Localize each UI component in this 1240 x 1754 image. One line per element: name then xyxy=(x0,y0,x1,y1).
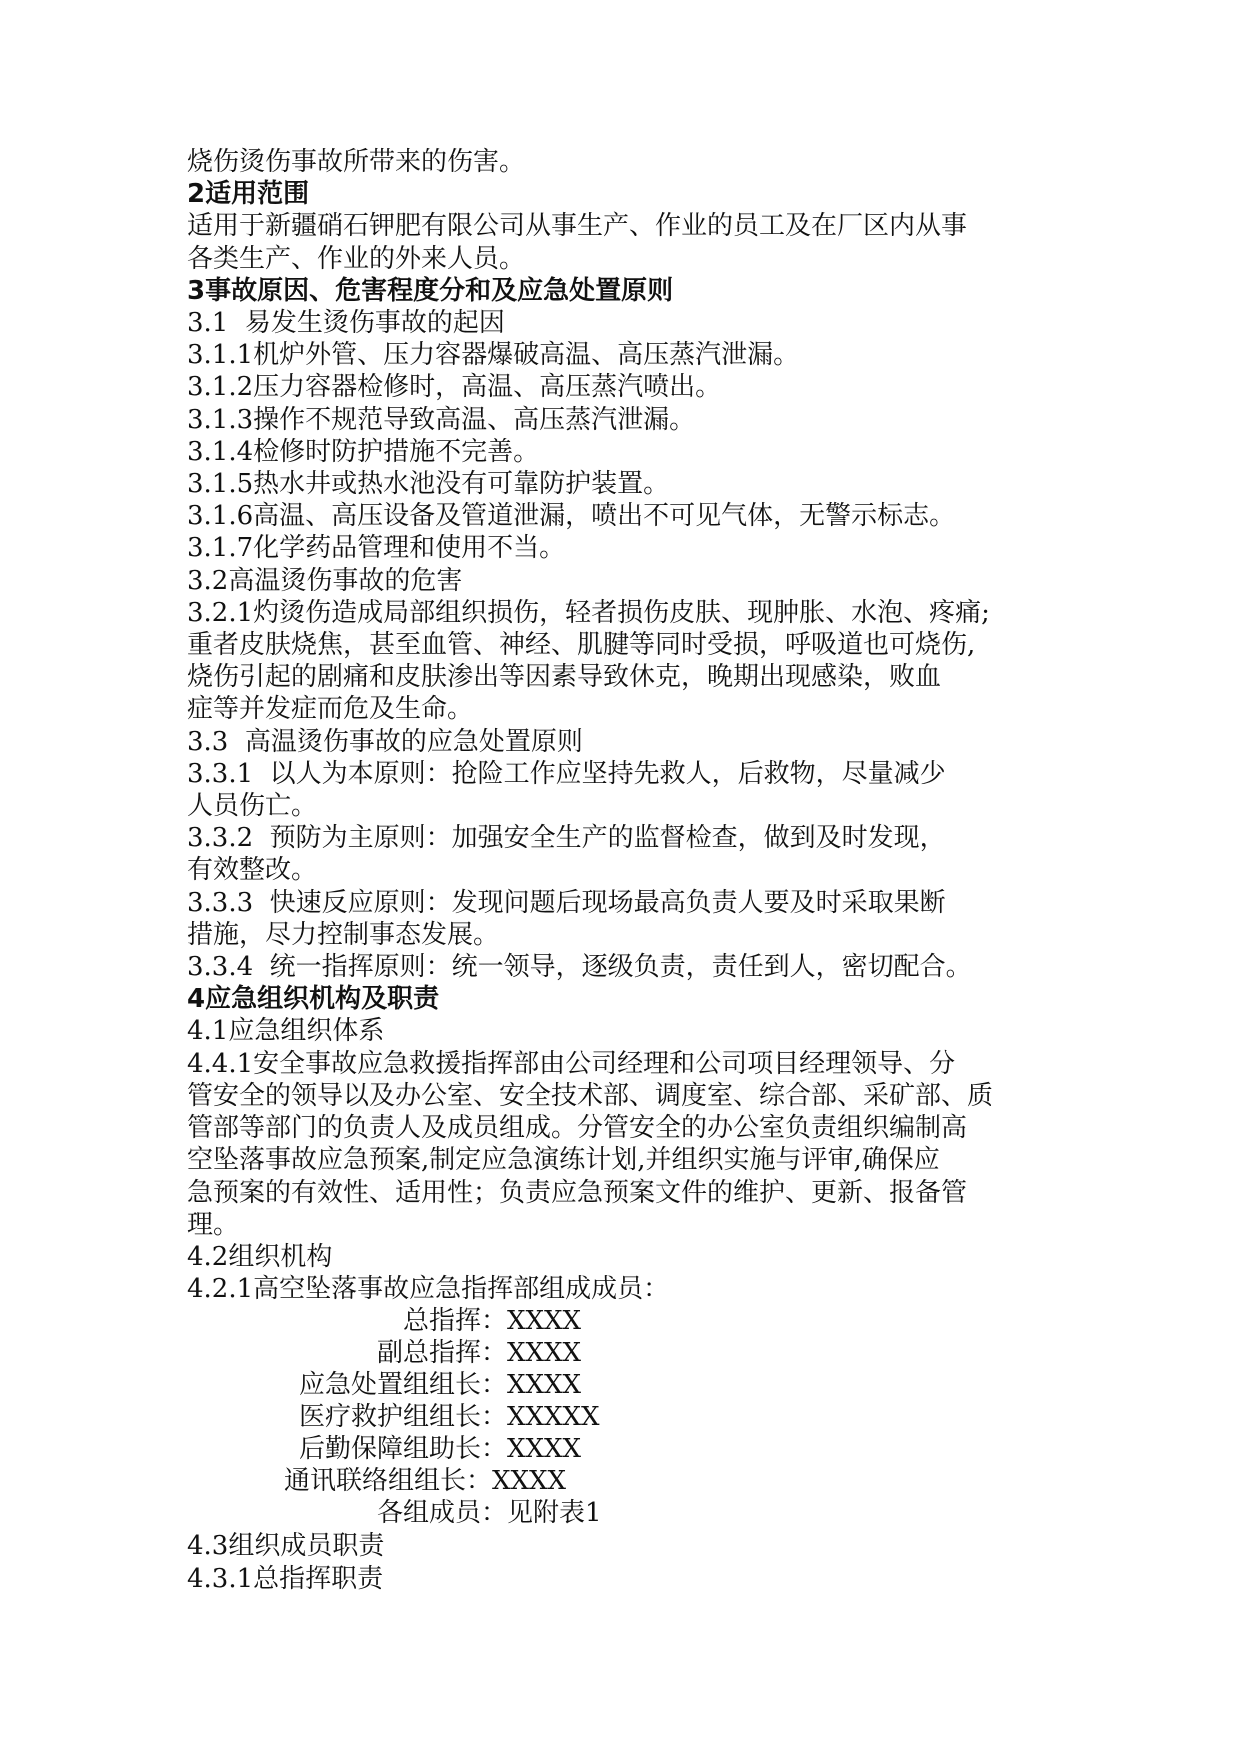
roster-role: 副总指挥： xyxy=(376,1338,507,1369)
text-line: 管部等部门的负责人及成员组成。分管安全的办公室负责组织编制高 xyxy=(187,1113,968,1144)
text-line: 4.3.1总指挥职责 xyxy=(187,1563,384,1594)
text-line: 3.3.3 快速反应原则：发现问题后现场最高负责人要及时采取果断 xyxy=(187,887,946,918)
roster-role: 通讯联络组组长： xyxy=(283,1466,492,1497)
text-line: 4.4.1安全事故应急救援指挥部由公司经理和公司项目经理领导、分 xyxy=(187,1048,956,1079)
text-line: 空坠落事故应急预案,制定应急演练计划,并组织实施与评审,确保应 xyxy=(187,1145,940,1176)
roster-row xyxy=(187,1305,1067,1337)
text-line: 4.1应急组织体系 xyxy=(187,1016,385,1047)
text-line: 4.3组织成员职责 xyxy=(187,1531,385,1562)
text-line: 急预案的有效性、适用性；负责应急预案文件的维护、更新、报备管 xyxy=(187,1177,968,1208)
text-line: 人员伤亡。 xyxy=(187,791,318,822)
text-line: 3.1.3操作不规范导致高温、高压蒸汽泄漏。 xyxy=(187,404,696,435)
text-line: 3.3 高温烫伤事故的应急处置原则 xyxy=(187,726,583,757)
text-line: 4.2组织机构 xyxy=(187,1241,333,1272)
section-heading: 2适用范围 xyxy=(187,179,310,210)
roster-row xyxy=(187,1337,1067,1369)
text-line: 3.2.1灼烫伤造成局部组织损伤，轻者损伤皮肤、现肿胀、水泡、疼痛; xyxy=(187,597,990,628)
text-line: 3.3.2 预防为主原则：加强安全生产的监督检查，做到及时发现， xyxy=(187,823,946,854)
document-body xyxy=(187,146,1067,1595)
roster-name: XXXX xyxy=(492,1466,567,1497)
roster-role: 总指挥： xyxy=(402,1306,507,1337)
roster-row xyxy=(187,1497,1067,1529)
text-line: 3.1 易发生烫伤事故的起因 xyxy=(187,308,505,339)
roster-role: 医疗救护组组长： xyxy=(298,1402,507,1433)
roster-name: XXXX xyxy=(507,1306,582,1337)
text-line: 适用于新疆硝石钾肥有限公司从事生产、作业的员工及在厂区内从事 xyxy=(187,211,968,242)
text-line: 4.2.1高空坠落事故应急指挥部组成成员： xyxy=(187,1274,670,1305)
text-line: 管安全的领导以及办公室、安全技术部、调度室、综合部、采矿部、质 xyxy=(187,1080,994,1111)
text-line: 3.1.6高温、高压设备及管道泄漏，喷出不可见气体，无警示标志。 xyxy=(187,501,956,532)
text-line: 症等并发症而危及生命。 xyxy=(187,694,474,725)
text-line: 烧伤引起的剧痛和皮肤渗出等因素导致休克，晚期出现感染，败血 xyxy=(187,662,942,693)
roster-name: XXXXX xyxy=(507,1402,600,1433)
roster-row xyxy=(187,1401,1067,1433)
text-line: 3.1.4检修时防护措施不完善。 xyxy=(187,436,540,467)
text-line: 3.2高温烫伤事故的危害 xyxy=(187,565,463,596)
text-line: 3.1.1机炉外管、压力容器爆破高温、高压蒸汽泄漏。 xyxy=(187,340,800,371)
text-line: 重者皮肤烧焦，甚至血管、神经、肌腱等同时受损，呼吸道也可烧伤, xyxy=(187,630,976,661)
roster-role: 应急处置组组长： xyxy=(298,1370,507,1401)
text-line: 3.1.5热水井或热水池没有可靠防护装置。 xyxy=(187,469,670,500)
roster-name: XXXX xyxy=(507,1370,582,1401)
command-roster xyxy=(187,1305,1067,1530)
section-heading: 4应急组织机构及职责 xyxy=(187,984,440,1015)
roster-row xyxy=(187,1465,1067,1497)
text-line: 措施，尽力控制事态发展。 xyxy=(187,919,500,950)
roster-name: 见附表1 xyxy=(507,1498,602,1529)
roster-name: XXXX xyxy=(507,1338,582,1369)
text-line: 3.1.2压力容器检修时，高温、高压蒸汽喷出。 xyxy=(187,372,722,403)
roster-name: XXXX xyxy=(507,1434,582,1465)
roster-row xyxy=(187,1433,1067,1465)
text-line: 3.3.4 统一指挥原则：统一领导，逐级负责，责任到人，密切配合。 xyxy=(187,952,972,983)
text-line: 烧伤烫伤事故所带来的伤害。 xyxy=(187,147,526,177)
section-heading: 3事故原因、危害程度分和及应急处置原则 xyxy=(187,275,674,306)
text-line: 有效整改。 xyxy=(187,855,318,886)
roster-role: 各组成员： xyxy=(376,1498,507,1529)
text-line: 各类生产、作业的外来人员。 xyxy=(187,243,526,274)
text-line: 3.1.7化学药品管理和使用不当。 xyxy=(187,533,566,564)
roster-row xyxy=(187,1369,1067,1401)
text-line: 3.3.1 以人为本原则：抢险工作应坚持先救人，后救物，尽量减少 xyxy=(187,758,946,789)
roster-role: 后勤保障组助长： xyxy=(298,1434,507,1465)
text-line: 理。 xyxy=(187,1209,240,1240)
